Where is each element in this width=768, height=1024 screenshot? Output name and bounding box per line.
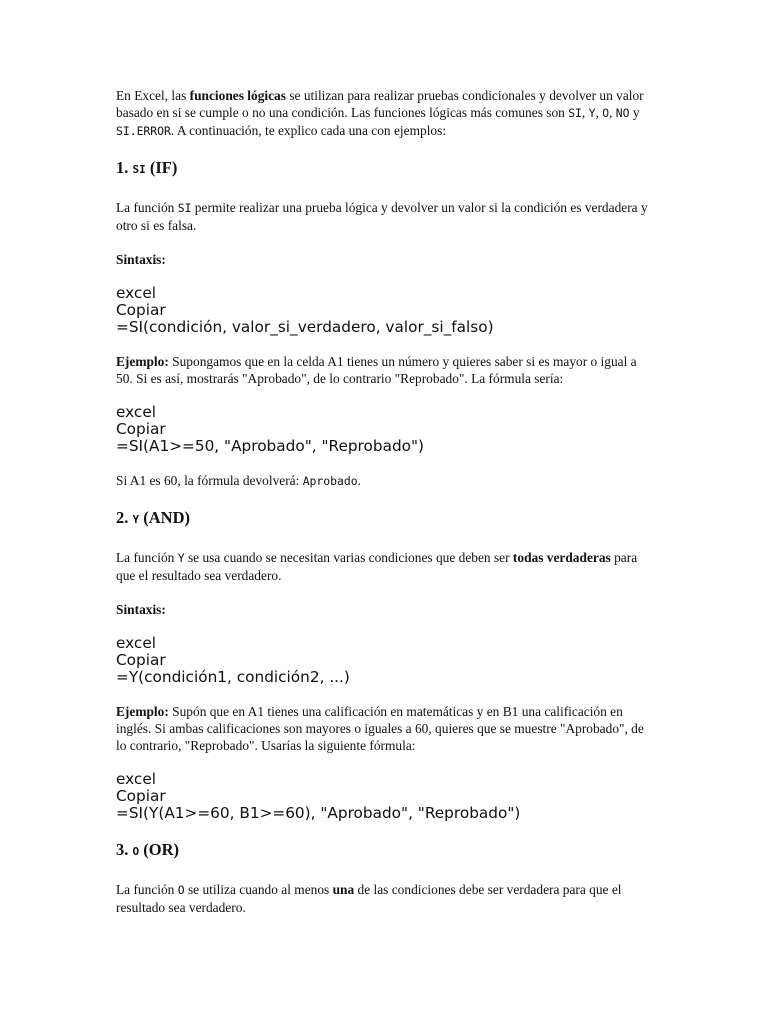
heading-number: 1. (116, 158, 133, 177)
syntax-label: Sintaxis: (116, 602, 166, 617)
document-content (116, 87, 656, 933)
intro-text: , (609, 105, 616, 120)
code-formula: =SI(A1>=50, "Aprobado", "Reprobado") (116, 437, 425, 455)
result-paragraph (116, 472, 656, 490)
heading-number: 3. (116, 840, 133, 859)
example-paragraph (116, 353, 656, 387)
code-language-label: excel (116, 403, 156, 421)
heading-text: (AND) (139, 508, 190, 527)
heading-code: O (132, 845, 140, 858)
paragraph-text: La función (116, 550, 178, 565)
copy-button[interactable]: Copiar (116, 420, 166, 438)
code-language-label: excel (116, 770, 156, 788)
inline-code: Y (177, 551, 185, 565)
intro-text: . A continuación, te explico cada una con ejemplos: (170, 123, 447, 138)
intro-paragraph (116, 87, 656, 140)
inline-code: SI.ERROR (116, 124, 171, 138)
intro-bold: funciones lógicas (189, 88, 286, 103)
paragraph-text: se usa cuando se necesitan varias condiciones que deben ser (184, 550, 513, 565)
section-heading-o (116, 839, 656, 863)
code-language-label: excel (116, 284, 156, 302)
intro-text: y (629, 105, 640, 120)
heading-number: 2. (116, 508, 133, 527)
paragraph-text: La función (116, 882, 178, 897)
inline-code: SI (177, 201, 192, 215)
inline-code: NO (615, 106, 630, 120)
code-language-label: excel (116, 634, 156, 652)
inline-code: Y (588, 106, 596, 120)
paragraph-text: La función (116, 200, 178, 215)
intro-text: En Excel, las (116, 88, 190, 103)
intro-text: , (595, 105, 603, 120)
paragraph-text: Supón que en A1 tienes una calificación en matemáticas y en B1 una calificación en inglés. Si ambas calificaciones son mayores o iguales a 60, quieres que se muestre "Aprobado", de lo contrario, "Reprobado". Usarías la siguiente fórmula: (116, 704, 644, 753)
syntax-label: Sintaxis: (116, 252, 166, 267)
heading-text: (OR) (139, 840, 179, 859)
section-paragraph (116, 199, 656, 234)
section-heading-si (116, 157, 656, 181)
code-formula: =SI(condición, valor_si_verdadero, valor_si_falso) (116, 318, 494, 336)
heading-text: (IF) (145, 158, 178, 177)
paragraph-text: permite realizar una prueba lógica y devolver un valor si la condición es verdadera y otro si es falsa. (116, 200, 648, 233)
paragraph-text: de las condiciones debe ser verdadera para que el resultado sea verdadero. (116, 882, 622, 915)
paragraph-text: . (357, 473, 361, 488)
paragraph-bold: una (332, 882, 355, 897)
code-block (116, 285, 656, 336)
code-block (116, 635, 656, 686)
inline-code: O (177, 883, 185, 897)
paragraph-text: Si A1 es 60, la fórmula devolverá: (116, 473, 303, 488)
code-block (116, 771, 656, 822)
paragraph-text: Supongamos que en la celda A1 tienes un número y quieres saber si es mayor o igual a 50. Si es así, mostrarás "Aprobado", de lo contrario "Reprobado". La fórmula sería: (116, 354, 637, 386)
section-heading-y (116, 507, 656, 531)
inline-code: Aprobado (302, 474, 358, 488)
section-paragraph (116, 549, 656, 584)
copy-button[interactable]: Copiar (116, 651, 166, 669)
code-formula: =SI(Y(A1>=60, B1>=60), "Aprobado", "Reprobado") (116, 804, 521, 822)
example-label: Ejemplo: (116, 354, 169, 369)
section-paragraph (116, 881, 656, 916)
paragraph-text: se utiliza cuando al menos (184, 882, 333, 897)
paragraph-text: para que el resultado sea verdadero. (116, 550, 638, 583)
copy-button[interactable]: Copiar (116, 301, 166, 319)
heading-code: Y (132, 513, 140, 526)
copy-button[interactable]: Copiar (116, 787, 166, 805)
paragraph-bold: todas verdaderas (512, 550, 611, 565)
example-label: Ejemplo: (116, 704, 169, 719)
code-formula: =Y(condición1, condición2, ...) (116, 668, 350, 686)
example-paragraph (116, 703, 656, 754)
heading-code: SI (132, 163, 146, 176)
intro-text: se utilizan para realizar pruebas condicionales y devolver un valor basado en si se cumple o no una condición. Las funciones lógicas más comunes son (116, 88, 644, 120)
code-block (116, 404, 656, 455)
inline-code: SI (568, 106, 582, 120)
inline-code: O (602, 106, 610, 120)
intro-text: , (581, 105, 589, 120)
